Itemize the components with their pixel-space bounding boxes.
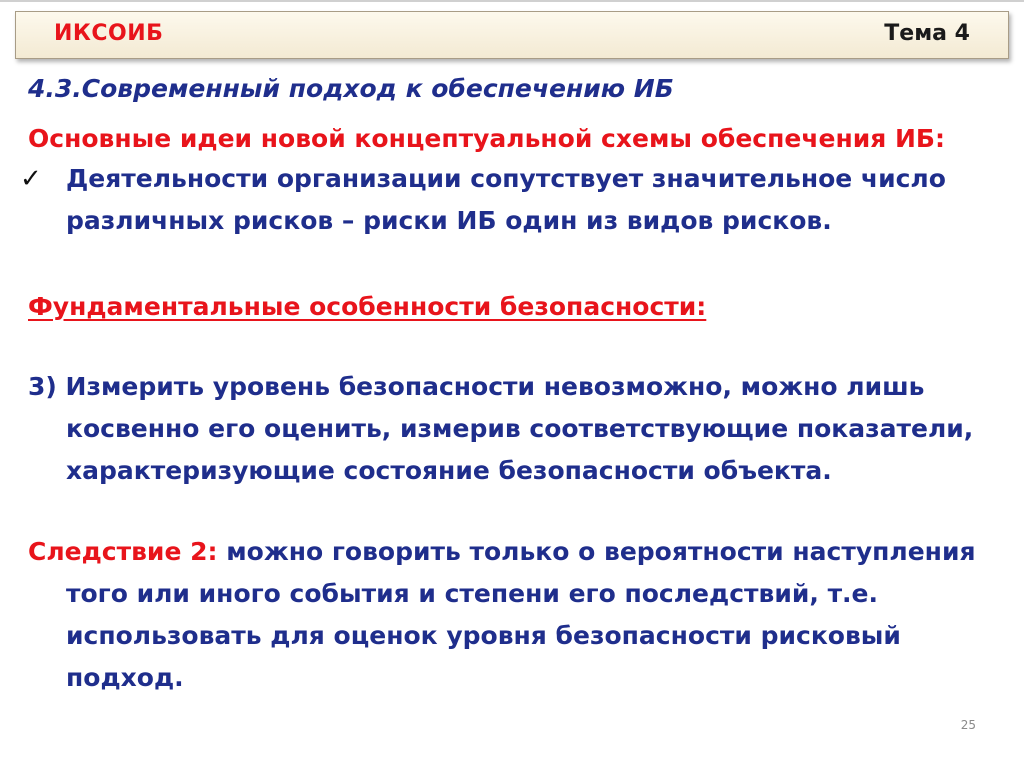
topic-label: Тема 4 xyxy=(884,21,970,46)
concept-heading: Основные идеи новой концептуальной схемы обеспечения ИБ: xyxy=(28,124,945,153)
course-label: ИКСОИБ xyxy=(54,21,164,46)
header-bar xyxy=(15,11,1009,59)
point3-line-2: косвенно его оценить, измерив соответствующие показатели, xyxy=(66,414,974,443)
checkmark-icon: ✓ xyxy=(20,164,42,194)
consequence-line-3: использовать для оценок уровня безопасности рисковый xyxy=(66,621,901,650)
fundamentals-heading: Фундаментальные особенности безопасности: xyxy=(28,292,707,321)
bullet-line-1: Деятельности организации сопутствует значительное число xyxy=(66,164,946,193)
consequence-label: Следствие 2: xyxy=(28,537,218,566)
bullet-line-2: различных рисков – риски ИБ один из видов рисков. xyxy=(66,206,832,235)
consequence-line-2: того или иного события и степени его последствий, т.е. xyxy=(66,579,879,608)
point3-line-3: характеризующие состояние безопасности объекта. xyxy=(66,456,832,485)
section-subtitle: 4.3.Современный подход к обеспечению ИБ xyxy=(28,74,674,103)
page-number: 25 xyxy=(960,718,976,732)
top-divider xyxy=(0,0,1024,2)
consequence-text-1: можно говорить только о вероятности наступления xyxy=(217,537,976,566)
point3-line-1: 3) Измерить уровень безопасности невозможно, можно лишь xyxy=(28,372,925,401)
consequence-line-4: подход. xyxy=(66,663,184,692)
consequence-line-1 xyxy=(28,535,976,569)
